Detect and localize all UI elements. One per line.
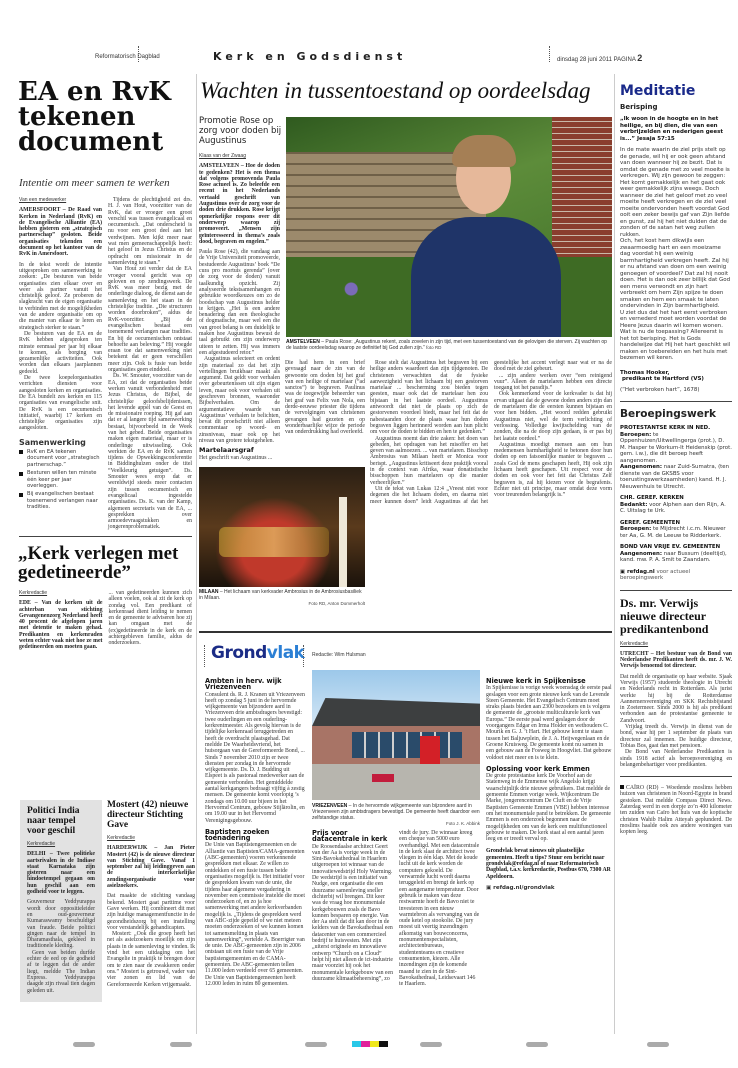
paper-name: Reformatorisch Dagblad — [95, 54, 160, 60]
ea-col2 — [108, 197, 192, 531]
india-box — [20, 800, 102, 1002]
grondvlak-link[interactable] — [486, 885, 612, 891]
item-title: Ambten in herv. wijk Vriezenveen — [205, 677, 282, 692]
paragraph: Dat meldt de organisatie op haar website. Sjaak Verwijs (1957) studeerde theologie in Utrecht en Nederlands recht in Rotterdam. Als jurist werkte hij bij de Rotterdamse Aannemersvereniging en SKK Rechtsbijstand in Zoetermeer. Sinds 2000 is hij als predikant verbonden aan de protestantse gemeente te Zandvoort. — [620, 673, 732, 724]
beroeping-group — [620, 520, 732, 540]
india-headline: Politici India naar tempel voor geschil — [27, 806, 80, 836]
entry-label: Beroepen: — [620, 431, 652, 438]
entry-text: naar Bussum (deeltijd), kand. mw. P. A. Smit te Zaandam. — [620, 550, 727, 563]
column-divider — [196, 74, 197, 1034]
entry-text: voor Alphen aan den Rijn, A. C. Uitslag te Urk. — [620, 501, 726, 514]
ea-col1 — [19, 197, 102, 513]
windows — [352, 732, 462, 758]
mostert-headline: Mostert (42) nieuwe directeur Stichting Gave — [107, 800, 189, 830]
kerk-lead: EDE – Van de kerken uit de achterban van stichting Gevangenenzorg Nederland heeft 40 procent de afgelopen jaren met detentie te maken gehad. Predikanten en kerkenraden weten echter vaak niet hoe ze met gedetineerden om moeten gaan. — [19, 600, 103, 651]
ea-subtitle: Intentie om meer samen te werken — [19, 177, 170, 189]
beroeping-entry — [620, 432, 732, 465]
link-text[interactable]: refdag.nl — [626, 568, 655, 575]
caption-text: – Het lichaam van kerkvader Ambrosius in de Ambrosiusbasiliek in Milaan. — [199, 588, 362, 601]
paragraph: De Bond van Nederlandse Predikanten is sinds 1918 actief als beroepsvereniging en belangenbehartiger voor predikanten. — [620, 749, 732, 768]
paragraph: Paula Rose (42), die vandaag aan de Vrije Universiteit promoveerde, bestudeerde Augustinus’ boek “De cura pro mortuis gerenda” (over de zorg voor de doden) vanuit taalkundig opzicht. Zij analyseerde tekstsamenhangen en gebruikte woordkeuzes om zo de boodschap van Augustinus helder te krijgen. „Het is een andere benadering dan een theologische of dogmatische, maar wel een die van groot belang is om duidelijk te maken hoe Augustinus bewust de taal gebruikt om zijn onderwerp uiteen te zetten. Hij was immers een afgestudeerd retor.” — [199, 249, 280, 356]
church-name: CHR. GEREF. KERKEN — [620, 495, 684, 501]
kerk-paragraphs — [109, 590, 193, 647]
rose-col2 — [285, 360, 365, 436]
paragraph: Augustinus noemt dan drie zaken: het doen van gebeden, het opdragen van het misoffer en het geven van aalmoezen. ... van martelaren. Bisschop Ambrosius van Milaan heeft er Monica voor berispt. „Augustinus kritiseert deze praktijk vooral in de context van Afrika, waar donatistische bisschoppen hun martelaren op die manier verheerlijken.” — [370, 435, 488, 486]
logo-part: vlak — [266, 643, 305, 663]
roof — [312, 698, 480, 726]
person-hair — [452, 135, 516, 167]
church-name: GEREF. GEMEENTEN — [620, 519, 680, 526]
photo-credit: foto RD — [426, 345, 442, 350]
paragraph: Die had hem in een brief gevraagd naar de zin van de gewoonte om doden bij het graf van een heilige of martelaar (“ad sanctos”) te begraven. Paulinus was de toegewijde beheerder van het graf van Felix van Nola, een derde-eeuwse priester die tijdens de vervolgingen van christenen gevangen had gezeten en op wonderbaarlijke wijze de periode van onderdrukking had overleefd. — [285, 360, 365, 436]
cairo-text: CAÏRO (RD) – Woedende moslims hebben huizen van christenen in Noord-Egypte in brand gestoken. Dat meldde Compass Direct News. Zaterdag werd in een dorpje zo’n 400 kilometer ten zuiden van Caïro het huis van de koptische christen Wahib Halim Atteyah geplunderd. De moslims haalde ook zes andere woningen van kopten leeg. — [620, 785, 732, 836]
date: dinsdag 28 juni 2011 — [557, 57, 612, 63]
header-divider — [549, 46, 550, 62]
section-divider-thick — [199, 631, 612, 633]
entry-text: te Mijdrecht i.c.m. Nieuwer ter Aa, G. M. de Leeuw te Ridderkerk. — [620, 526, 726, 539]
red-door — [420, 736, 440, 764]
paragraph: Het geschrift van Augustinus ... — [199, 454, 273, 461]
paragraph: Vrijdag treedt ds. Verwijs in dienst van de bond, waar hij per 1 september de plaats van directeur zal innemen. De huidige directeur, Tobias Bos, gaat dan met pensioen. — [620, 724, 732, 749]
paragraph: Gouverneur Yeddyurappa wordt door oppositieleider en oud-gouverneur Kumaraswamy beschuldigd van fraude. Beide politici gingen naar de tempel in Dharamasthala, gekleed in traditionele kleding. — [27, 899, 95, 950]
beroeping-entry — [620, 464, 732, 490]
rose-lead: AMSTELVEEN – Hoe de doden te gedenken? Het is een thema dat volgens promovenda Paula Rose actueel is. Zo beleefde een recent in het Nederlands vertaald geschrift van Augustinus over de zorg voor de doden drie drukken. Rose krijgt opmerkelijke respons over dit onderwerp waarop zij promoveert. „Mensen zijn geïnteresseerd in thema’s zoals dood, begraven en engelen.” — [199, 163, 280, 245]
link-suffix: voor actueel beroepingswerk — [620, 568, 691, 581]
beroeping-group — [620, 495, 732, 515]
item-text: Consulent ds. R. J. Kranen uit Vriezenveen heeft op zondag 5 juni in de hervormde wijkgemeente van bijzondere aard in Vriezenveen drie ambtsdragers bevestigd: twee ouderlingen en een ouderling-kerkrentmeester. Als gevolg hiervan is de tijdelijke kerkenraad teruggetreden en heeft de overdracht plaatsgehad. Dat meldde De Waarheidsvriend, het huisorgaan van de Gereformeerde Bond, ... Sinds 7 november 2010 zijn er twee diensten per zondag in de hervormde wijkgemeente. Ds. D. J. Budding uit Elspeet is als pastoraal medewerker aan de gemeente verbonden. Het gemiddelde aantal kerkgangers bedraagt vijftig à zestig mensen. De gemeente komt voorlopig ’s zondags om 10.00 uur bijeen in het Hervormd Centrum, gebouw Stijlärolin, en om 19.00 uur in het Hervormd Verenigingsgebouw. — [205, 691, 305, 824]
candle — [339, 497, 347, 587]
rose-body-continued — [370, 360, 612, 505]
meditatie-title: Meditatie — [620, 83, 696, 99]
rose-photo — [286, 117, 612, 337]
divider — [620, 776, 732, 777]
box-title: Samenwerking — [19, 437, 86, 447]
page-label: PAGINA — [613, 57, 636, 63]
item-text: De grote protestantse kerk De Voorhof aan de Statenweg in de Emmense wijk Angelslo krijgt waarschijnlijk drie nieuwe gebruikers. Dat meldde de gemeente Emmen vorige week. Wijkcentrum De Marke, jongerencentrum De Cluft en de Vrije Baptisten Gemeente Emmen (VBE) hebben interesse om het monumentale pand te betrekken. De gemeente Emmen is een onderzoek begonnen naar de mogelijkheden om van de kerk een multifunctioneel gebouw te maken. De kerk staat al een aantal jaren leeg en er treedt verval op. — [486, 773, 611, 843]
paragraph: Ds. W. Smouter, voorzitter van de EA, zei dat de organisaties beide werken vanuit verbondenheid met Jezus Christus, de Bijbel, de christelijke geloofsbelijdenissen, het levende appèl van de Geest en de missionaire roeping. Hij gaf aan dat er al langere tijd samenwerking bestaat, bijvoorbeeld in de Week van het gebed. Beide organisaties maken eigen materiaal, maar er is onderlinge uitwisseling. Ook werkten de EA en de RvK samen tijdens de Opwekkingsconferentie in Biddinghuizen onder de titel “Veelkleurig getuigen”. Ds. Smouter wees erop dat er wereldwijd steeds meer contacten zijn tussen oecumenisch en evangelicaal ingestelde organisaties. Ds. K. van der Kamp, algemeen secretaris van de EA, ... gesprekken over armoedevraagstukken en jongerenproblematiek. — [108, 373, 192, 531]
kerk-byline: Kerkredactie — [19, 590, 48, 596]
caption-place: MILAAN — [199, 588, 219, 595]
church-name: BOND VAN VRIJE EV. GEMEENTEN — [620, 544, 721, 550]
entry-label: Bedankt: — [620, 501, 648, 508]
verwijs-headline: Ds. mr. Verwijs nieuwe directeur predikantenbond — [620, 595, 709, 636]
paragraph: Van Hout zei verder dat de EA vroeger vooral gericht was op geloven en op zendingswerk. De RvK was meer bezig met de onderlinge dialoog, de dienst aan de samenleving en het staan in de christelijke traditie. „Die structuren worden doorbroken”, aldus de RvK-voorzitter. „Bij de evangelischen bestaat een toenemend verlangen naar tradities. En bij de oecumenischen ontstaat behoefte aan beleving.” Hij voegde eraan toe dat samenwerking niet betekent dat er geen verschillen meer zijn. Ook is fusie van beide organisaties geen einddoel. — [108, 266, 192, 374]
verwijs-body — [620, 641, 732, 769]
beroeping-list — [620, 425, 732, 564]
india-lead: DELHI – Twee politieke aartsrivalen in de Indiase staat Karnataka zijn gisteren naar een hindoetempel gegaan om hun geschil aan een godheid voor te leggen. — [27, 851, 95, 896]
right-column — [620, 83, 732, 836]
mostert-body — [107, 835, 195, 988]
bullet-item: Besturen willen ten minste één keer per jaar overleggen. — [19, 470, 102, 489]
church-name: PROTESTANTSE KERK IN NED. — [620, 425, 711, 431]
grondvlak-footer: Grondvlak bevat nieuws uit plaatselijke gemeenten. Heeft u tips? Stuur een bericht naar grondvlak@refdag.nl of naar Reformatorisch Dagblad, t.a.v. kerkredactie, Postbus 670, 7300 AR Apeldoorn. — [486, 848, 611, 880]
verwijs-paragraphs — [620, 674, 732, 768]
paragraph: Dat maakte de stichting vandaag bekend. Mostert gaat parttime voor Gave werken. Hij combineert dit met zijn huidige managementfunctie in de gezondheidszorg bij een instelling voor verstandelijk gehandicapten. — [107, 893, 195, 931]
grondvlak-logo — [211, 643, 304, 663]
paragraph: U ziet dus dat het hart eerst verbroken en vernederd moet worden voordat de Heere Jezus daarin wil komen wonen. Wat is nu de toepassing? Allereerst is het tot berisping. Het is Gods handelwijze dat Hij het hart geschikt wil maken en toebereiden en het huis met bezemen wil keren. — [620, 309, 731, 361]
entry-text: naar Zuid-Sumatra, (ten dienste van de GKSBS voor toerustingswerkzaamheden) kand. H. J. Nieuwenhuis te Utrecht. — [620, 464, 730, 490]
rose-headline: Wachten in tussentoestand op oordeelsdag — [200, 78, 591, 103]
meditatie-subtitle: Berisping — [620, 103, 658, 111]
grondvlak-col4 — [486, 675, 612, 891]
india-paragraphs — [27, 899, 95, 993]
rose-paragraphs — [199, 249, 280, 444]
meditatie-source: (“Het verbroken hart”, 1678) — [620, 386, 700, 393]
rose-col1 — [199, 153, 280, 461]
paragraph: Och, het kost hem dikwijls een zwaarmoedig hart en een moeizame dag voordat hij een weinig barmhartigheid verkregen heeft. Zal hij er nu afstand van doen om een weinig genoegen of voordeel? Dat zal hij nooit doen. Het is dan ook zeer billijk dat God een mens verwondt en zijn hart verbreekt om hem Zijn spijze te doen smaken en hem een smaak te laten ondervinden in Zijn barmhartigheid. — [620, 238, 731, 309]
grondvlak-editor: Redactie: Wim Hulsman — [312, 652, 366, 658]
divider — [19, 536, 192, 537]
page-marker — [73, 1042, 95, 1047]
beroeping-entry — [620, 551, 732, 564]
beroeping-group — [620, 544, 732, 564]
item-title: Baptisten zoeken toenadering — [205, 827, 270, 843]
meditatie-author-role: predikant te Hartford (VS) — [622, 376, 704, 382]
rose-subtitle: Promotie Rose op zorg voor doden bij Augustinus — [199, 116, 282, 146]
beroeping-title: Beroepingswerk — [620, 408, 716, 420]
link-text[interactable]: refdag.nl/grondvlak — [493, 884, 555, 891]
paragraph: Augustinus selecteert en ordent zijn materiaal zo dat het zijn vertellingen bruikbaar maakt als argument. Dat geldt voor verhalen over gebeurtenissen uit zijn eigen leven, maar ook voor verhalen uit geschreven bronnen, waaronder Bijbelverhalen. Om de argumentatieve waarde van Augustinus’ verhalen te belichten, bevat dit proefschrift niet alleen commentaar op woord- en zinsniveau, maar ook op het niveau van grotere tekstgehelen. — [199, 356, 280, 445]
church-photo — [312, 670, 480, 800]
bullet-icon — [620, 785, 624, 789]
rose-byline: Klaas van der Zwaag — [199, 153, 246, 159]
beroeping-group — [620, 425, 732, 490]
kerk-headline: „Kerk verlegen met gedetineerde” — [18, 543, 179, 583]
ambrosius-caption — [199, 589, 365, 607]
caption-place: AMSTELVEEN — [286, 339, 320, 345]
link-icon: ▣ — [486, 884, 494, 891]
item-text: De Unie van Baptistengemeenten en de Alliantie van Baptisten/CAMA-gemeenten (ABC-gemeenten) voeren verkennende gesprekken met elkaar. Ze willen zo ontdekken of een fusie tussen beide organisaties mogelijk is. Het initiatief voor de gesprekken kwam van de unie, die tijdens haar algemene vergadering in november een commissie instelde die moet onderzoeken of, en zo ja hoe samenwerking met andere kerkverbanden mogelijk is. „Tijdens de gesprekken werd van ABC-zijde gepeild of we niet meteen moeten onderzoeken of we kunnen komen tot samensmelting in plaats van samenwerking”, vertelde A. Boerrigter van de unie. De ABC-gemeenten zijn in 2006 ontstaan uit een fusie van de Vrije baptistengemeenten en de CAMA-gemeenten. De ABC-gemeenten tellen 11.000 leden verdeeld over 65 gemeenten. De Unie van Baptistengemeenten heeft 12.000 leden in ruim 80 gemeenten. — [205, 842, 305, 987]
paragraph: ... van gedetineerden kunnen zich alleen voelen, ook al zit de kerk op zondag vol. Een predikant of kerkenraad dient leiding te nemen en de gemeente te adviseren hoe zij kan omgaan met de (ex)gedetineerde in de kerk en de achtergebleven familie, aldus de onderzoekers. — [108, 590, 192, 647]
item-title: Nieuwe kerk in Spijkenisse — [486, 677, 586, 685]
mostert-byline: Kerkredactie — [107, 835, 136, 841]
divider — [620, 590, 732, 591]
verwijs-byline: Kerkredactie — [620, 640, 649, 647]
item-text: In Spijkenisse is vorige week woensdag de eerste paal geslagen voor een grote nieuwe kerk van de Levende Steen Gemeente. Het Evangelisch Centrum moet straks plaats bieden aan 2300 bezoekers en is volgens de gemeente de „grootste multiculturele kerk van Europa.” De eerste paal werd geslagen door de voorgangers Edgar en Irma Holder en wethouders C. Mourik en G. J. ’t Hart. Het gebouw komt te staan tussen het Baljuwplein, de J. A. Heijwegenlaan en de Groene Kruisweg. De gemeente komt nu samen in een gebouw aan de Fosweg in Hoogvliet. Dat gebouw voldoet niet meer en is te klein. — [486, 685, 612, 761]
page-marker — [647, 1042, 669, 1047]
mostert-paragraphs — [107, 893, 195, 987]
paragraph: Augustinus moedigt mensen aan om hun medemensen barmhartigheid te betonen door hun doden op een fatsoenlijke manier te begraven ... zoals God de mens geschapen heeft, Hij ook zijn lichaam heeft geschapen. Uit respect voor de doden en ook voor het feit dat Christus Zelf begraven is, zal hij kiezen voor de begrafenis. Echter niet uit principe, maar omdat deze vorm voor treurenden belangrijk is.” — [494, 441, 612, 499]
color-bar — [352, 1041, 388, 1047]
beroeping-entry — [620, 526, 732, 539]
grondvlak-col23 — [312, 830, 480, 987]
entry-label: Aangenomen: — [620, 550, 662, 557]
bullet-item: RvK en EA tekenen document voor „strategisch partnerschap.” — [19, 449, 102, 468]
item-title: Oplossing voor kerk Emmen — [486, 764, 590, 773]
link-icon: ▣ — [620, 568, 627, 575]
reliquary-glow — [219, 527, 329, 557]
page-marker — [305, 1042, 327, 1047]
beroeping-entry — [620, 502, 732, 515]
india-body — [27, 841, 95, 994]
pavement — [312, 764, 480, 800]
paragraph: Mostert: „Ook die groep heeft het net als asielzoekers moeilijk om zijn plaats in de samenleving te vinden. Ik vind het een uitdaging om het Evangelie in praktijk te brengen door om te zien naar de zwakkeren onder ons.” Mostert is getrouwd, vader van vier zonen en lid van de Gereformeerde Kerken vrijgemaakt. — [107, 931, 195, 988]
kerk-body — [19, 590, 192, 651]
ea-lead: AMERSFOORT – De Raad van Kerken in Nederland (RvK) en de Evangelische Alliantie (EA) hebben gisteren een „strategisch partnerschap” gesloten. Beide organisaties tekenden een document op het kantoor van de RvK in Amersfoort. — [19, 207, 102, 258]
divider — [620, 401, 732, 402]
logo-part: Grond — [211, 643, 267, 663]
paragraph: ... zijn andere werken over “een reinigend vuur”. Alleen de martelaren hebben een directe toegang tot het paradijs.” — [494, 372, 612, 392]
cairo-brief — [620, 785, 732, 835]
ea-byline: Van een medewerker — [19, 197, 67, 203]
meditatie-quote: „Ik woon in de hoogte en in het heilige, en bij dien, die van een verbrijzelden en nederigen geest is...” Jesaja 57:15 — [620, 116, 724, 142]
paragraph: De besturen van de EA en de RvK hebben afgesproken ten minste eenmaal per jaar bij elkaar te komen, als borging van gezamenlijke activiteiten. Ook worden dan elkaars jaarplannen gedeeld. — [19, 330, 102, 375]
mostert-article — [107, 800, 195, 988]
page-marker — [170, 1042, 192, 1047]
mostert-lead: HARDERWIJK – Jan Pieter Mostert (42) is de nieuwe directeur van Stichting Gave. Vanaf 1 september zal hij leidinggeven aan de interkerkelijke zendingsorganisatie voor asielzoekers. — [107, 845, 195, 890]
bullet-item: Bij evangelischen bestaat toenemend verlangen naar tradities. — [19, 491, 102, 510]
photo-credit: Foto RD, Anton Dommerholt — [308, 600, 365, 606]
paragraph: Ook kenmerkend voor de kerkvader is dat hij ervan uitgaat dat de gewone doden anders zijn dan de martelaren die de eersten kunnen bijstaan en voor hen bidden. „Het woord redden gebruikt Augustinus niet, wel de term verlichting of verlossing. Volledige kwijtschelding van de zonden, die na de doop zijn gedaan, is er pas bij het laatste oordeel.” — [494, 391, 612, 442]
column-divider — [614, 74, 615, 1034]
box-bullets — [19, 449, 102, 511]
photo-credit: Foto J. K. Abbink — [445, 821, 480, 826]
rose-subhead: Martelaarsgraf — [199, 446, 254, 455]
paragraph: In de mate waarin de ziel prijs stelt op de genade, wil hij er ook geen afstand van doen wanneer hij ze bezit. Dat is omdat de genade met zo veel moeite is verkregen. Wij zijn gewoon te zeggen: Het komt gemakkelijk en het gaat ook weer gemakkelijk zijns weegs. Doch wanneer de ziel het geloof met zo veel moeite heeft verkregen en de ziel veel moeite ondervonden heeft voordat God ooit een zeker bewijs gaf van Zijn liefde en gunst, zal hij het niet dulden dat de zonden of de satan het weg zullen rukken. — [620, 147, 730, 238]
paragraph: Geen van beiden durfde echter de eed op de godheid af te leggen dat de ander liegt, meldde The Indian Express. Yeddyurappa daagde zijn rivaal tien dagen geleden uit. — [27, 949, 95, 994]
bench — [372, 774, 394, 782]
caption-text: – Paula Rose: „Augustinus rekent, zoals zovelen in zijn tijd, met een tussentoestand van de gelovigen die sterven. Zij wachten op de laatste oordeelsdag waarop ze definitief bij God zullen zijn.” — [286, 339, 607, 351]
rose-photo-caption — [286, 339, 612, 351]
page-marker — [526, 1042, 548, 1047]
paragraph: In de tekst wordt de intentie uitgesproken om samenwerking te zoeken: „De besturen van beide organisaties zien elkaar over en weer als partner vanuit het christelijk geloof. Ze proberen de slagkracht van de eigen organisatie te verbinden met de mogelijkheden van de andere organisatie om op die manier van elkaar te leren en strategisch sterker te staan.” — [19, 261, 102, 331]
item-text: De Roosendaalse architect Geert van der Aa is vorige week in de Sint-Bavokathedraal in Haarlem uitgeroepen tot winnaar van de innovatiewedstrijd Holy Warming. De wedstrijd is een initiatief van Nudge, een organisatie die een duurzame samenleving sneller dichterbij wil brengen. Dit keer was de vraag hoe monumentale kerkgebouwen zoals de Bavo kunnen besparen op energie. Van der Aa stelt dat dit kan door in de kelders van de Bavokathedraal een datacenter van een commercieel bedrijf te huisvesten. Met zijn „uiterst originele en innovatieve ontwerp “Church on a Cloud” helpt hij niet alleen de ict-industrie maar voorziet hij ook het monumentale kerkgebouw van een duurzame klimaatbeheersing”, zo vindt de jury. De winnaar kreeg een cheque van 5000 euro overhandigd. Met een datacentrale in de kerk slaat de architect twee vliegen in één klap. Met de koude lucht uit de kerk worden de computers gekoeld. De verwarmde lucht wordt daarna teruggeleid en brengt de kerk op een aangename temperatuur. Door gebruik te maken van deze restwarmte hoeft de Bavo niet te investeren in een nieuw warmtebron als vervanging van de oude ketel op stookolie. De jury moest uit veertig inzendingen afkomstig van bouwconcerns, monumentenspecialisten, architectenbureaus, studententeams en creatieve consumenten, kiezen. Alle inzendingen zijn de komende maand te zien in de Sint-Bavokathedraal, Leidsevaart 146 te Haarlem. — [312, 830, 480, 988]
entry-label: Beroepen: — [620, 526, 652, 532]
paragraph: Uit de tekst van Lukas 12:4 „Vreest niet voor degenen die het lichaam doden, en daarna niet meer kunnen doen” leidt Augustinus af dat het geestelijke het accent verlegt naar wat er na de dood met de ziel gebeurt. — [370, 360, 612, 505]
page-number: 2 — [637, 53, 643, 63]
entry-text: te Oppenhuizen/Uitwellingerga (prot.), D. M. Hasper te Workum-It Heidenskip (prot. gem. i.w.), die dit beroep heeft aangenomen. — [620, 431, 732, 464]
caption-place: VRIEZENVEEN — [312, 803, 348, 809]
meditatie-paragraphs — [620, 147, 732, 362]
verwijs-lead: UTRECHT – Het bestuur van de Bond van Nederlandse Predikanten heeft ds. mr. J. W. Verwijs benoemd tot directeur. — [620, 650, 732, 670]
item-title: Prijs voor datacentrale in kerk — [312, 829, 388, 844]
ea-headline: EA en RvK tekenen document — [18, 77, 171, 157]
section-title: Kerk en Godsdienst — [213, 50, 407, 63]
page-marker — [420, 1042, 442, 1047]
header-divider — [138, 46, 139, 62]
paragraph: Rose stelt dat Augustinus het begraven bij een heilige anders waardeert dan zijn tijdgenoten. De christenen verwachtten dat de fysieke aanwezigheid van het lichaam bij een gestorven martelaar ... bescherming zou bieden tegen geesten, maar ook dat de martelaar hen zou bijstaan in het laatste oordeel. Augustinus antwoordt dat niet de plaats op zich de gestorvenen voordeel biedt, maar het feit dat de nabestaanden door de plaats waar hun doden begraven liggen herinnerd worden aan hun plicht om voor de doden te bidden en hen te gedenken.” — [370, 360, 488, 436]
entry-label: Aangenomen: — [620, 464, 662, 470]
church-caption — [312, 803, 480, 827]
grondvlak-col1 — [205, 675, 305, 987]
meditatie-author: Thomas Hooker, — [620, 369, 670, 376]
logo-divider — [303, 645, 304, 667]
logo-divider — [204, 645, 205, 667]
person-body — [411, 217, 561, 337]
caption-text: – In de hervormde wijkgemeente van bijzondere aard in Vriezenveen zijn ambtsdragers bevestigd. De gemeente heeft daardoor een zelfstandige status. — [312, 803, 480, 821]
paragraph: Tijdens de plechtigheid zei drs. H. J. van Hout, voorzitter van de RvK, dat er vroeger een groot verschil was tussen evangelicaal en oecumenisch. „Dat onderscheid is nu voor een groot deel aan het verdwijnen. Men kijkt meer naar wat men gemeenschappelijk heeft: het geloof in Jezus Christus en de opdracht om missionair in de samenleving te staan.” — [108, 197, 192, 266]
india-byline: Kerkredactie — [27, 841, 56, 847]
date-line — [557, 53, 642, 63]
beroeping-link[interactable] — [620, 569, 732, 582]
ambrosius-photo — [199, 467, 365, 587]
paragraph: De twee koepelorganisaties verrichten diensten voor aangesloten kerken en organisaties. De EA bundelt zes kerken en 115 organisaties van evangelische snit. De RvK is een oecumenisch initiatief, waarbij 17 kerken en christelijke organisaties zijn aangesloten. — [19, 375, 102, 432]
samenwerking-box — [19, 437, 102, 511]
